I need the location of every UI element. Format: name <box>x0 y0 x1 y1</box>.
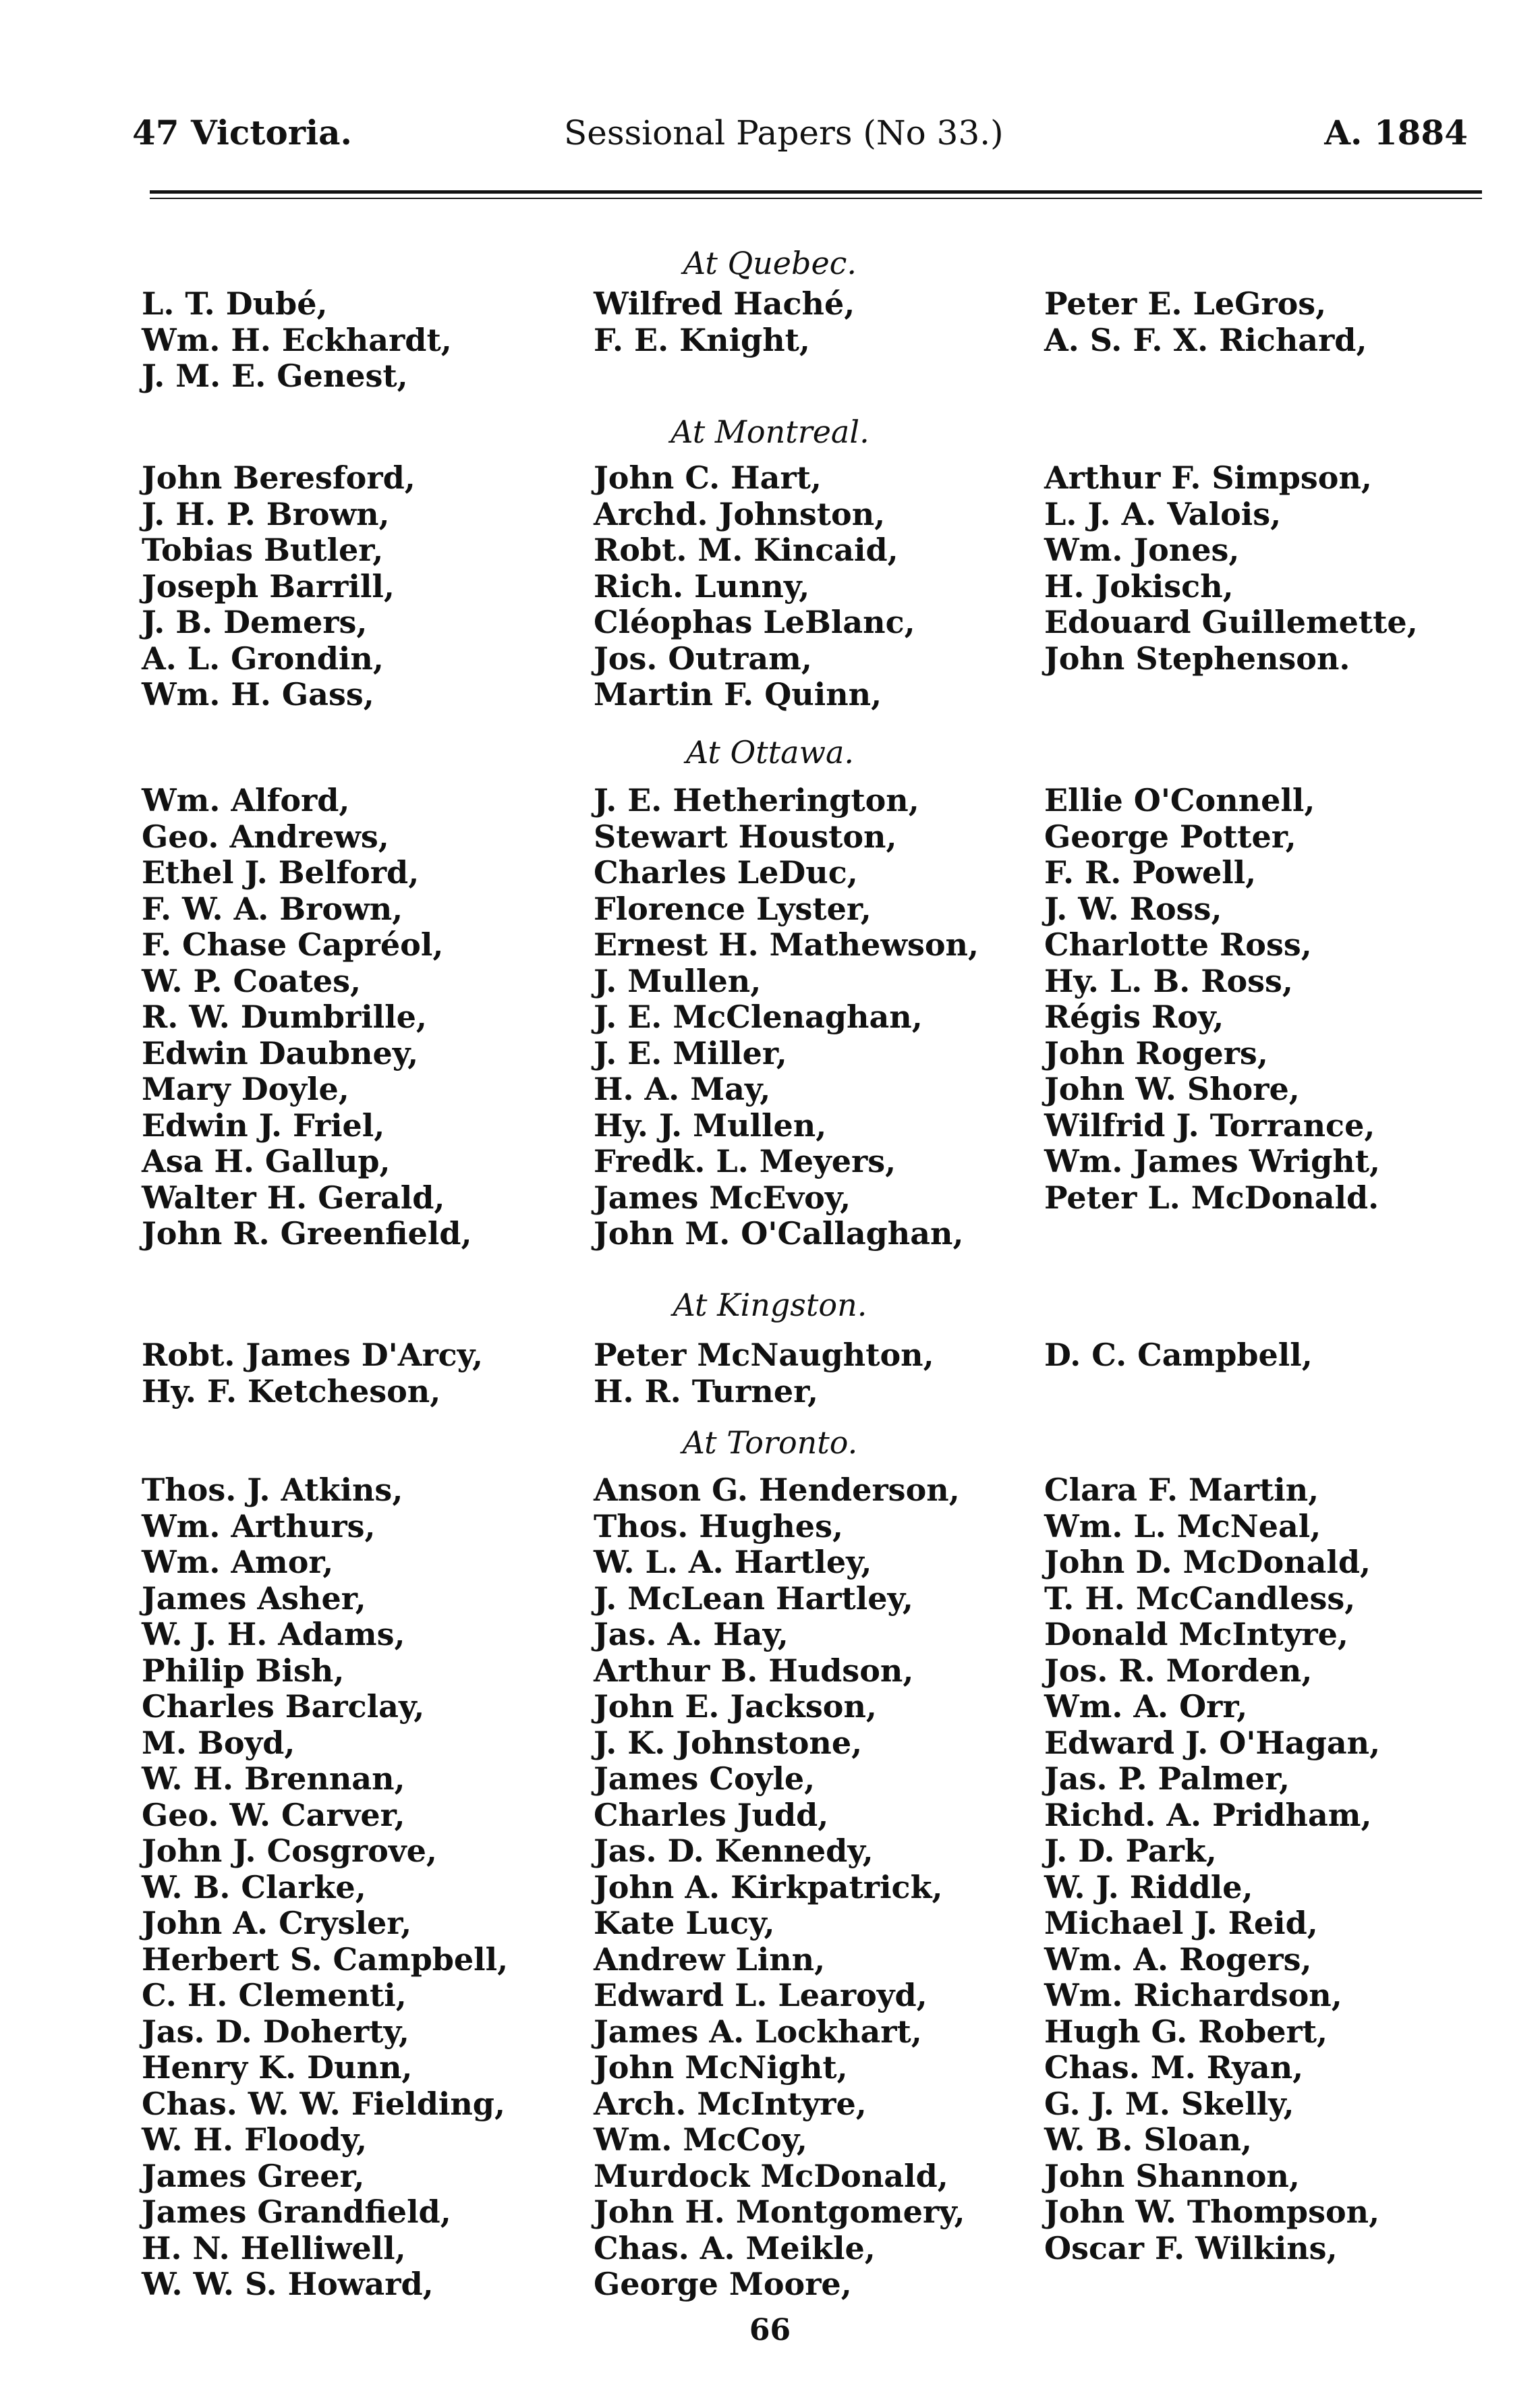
list-item: Oscar F. Wilkins, <box>1044 2229 1338 2266</box>
list-item: Wilfred Haché, <box>594 285 855 322</box>
list-item: Wm. Richardson, <box>1044 1977 1342 2013</box>
list-item: Wm. James Wright, <box>1044 1143 1380 1179</box>
list-item: F. Chase Capréol, <box>142 926 444 963</box>
list-item: Walter H. Gerald, <box>142 1179 445 1216</box>
list-item: Wm. Alford, <box>142 782 350 818</box>
list-item: H. N. Helliwell, <box>142 2229 406 2266</box>
list-item: Charles LeDuc, <box>594 854 858 891</box>
list-item: Florence Lyster, <box>594 890 872 927</box>
list-item: G. J. M. Skelly, <box>1044 2085 1294 2122</box>
quebec-column-3 <box>1044 286 1367 358</box>
list-item: J. E. McClenaghan, <box>594 999 923 1035</box>
list-item: W. J. Riddle, <box>1044 1868 1253 1905</box>
list-item: F. W. A. Brown, <box>142 890 403 927</box>
list-item: Ethel J. Belford, <box>142 854 420 891</box>
list-item: W. L. A. Hartley, <box>594 1544 872 1580</box>
list-item: W. H. Brennan, <box>142 1760 405 1797</box>
list-item: Edward L. Learoyd, <box>594 1977 928 2013</box>
list-item: J. B. Demers, <box>142 604 368 640</box>
list-item: Andrew Linn, <box>594 1941 826 1978</box>
list-item: Robt. James D'Arcy, <box>142 1337 484 1373</box>
kingston-column-2 <box>594 1337 934 1410</box>
list-item: C. H. Clementi, <box>142 1977 407 2013</box>
ottawa-column-1 <box>142 783 472 1252</box>
list-item: Jos. Outram, <box>594 640 812 677</box>
list-item: F. R. Powell, <box>1044 854 1257 891</box>
list-item: Wm. McCoy, <box>594 2121 807 2158</box>
list-item: Jas. D. Doherty, <box>142 2013 409 2050</box>
list-item: Thos. Hughes, <box>594 1507 843 1544</box>
list-item: R. W. Dumbrille, <box>142 999 427 1035</box>
list-item: Wm. A. Rogers, <box>1044 1941 1312 1978</box>
header-title: Sessional Papers (No 33.) <box>564 113 1004 152</box>
page-header <box>132 109 1468 157</box>
header-rule-thin <box>150 198 1482 199</box>
list-item: Hy. F. Ketcheson, <box>142 1372 441 1410</box>
kingston-column-1 <box>142 1337 483 1410</box>
list-item: John W. Shore, <box>1044 1071 1300 1107</box>
list-item: Robt. M. Kincaid, <box>594 532 899 568</box>
list-item: Donald McIntyre, <box>1044 1616 1348 1652</box>
list-item: Edwin Daubney, <box>142 1034 419 1071</box>
list-item: Chas. W. W. Fielding, <box>142 2085 505 2122</box>
list-item: H. Jokisch, <box>1044 567 1234 605</box>
header-volume: 47 Victoria. <box>132 113 352 152</box>
list-item: Edward J. O'Hagan, <box>1044 1724 1381 1761</box>
list-item: Wilfrid J. Torrance, <box>1044 1107 1375 1144</box>
quebec-column-1 <box>142 286 452 395</box>
list-item: Hy. J. Mullen, <box>594 1107 827 1144</box>
list-item: John Rogers, <box>1044 1034 1268 1071</box>
list-item: M. Boyd, <box>142 1724 295 1761</box>
list-item: L. T. Dubé, <box>142 285 328 322</box>
list-item: L. J. A. Valois, <box>1044 495 1282 532</box>
list-item: Archd. Johnston, <box>594 495 886 532</box>
section-title-ottawa: At Ottawa. <box>685 734 855 771</box>
list-item: H. R. Turner, <box>594 1372 819 1410</box>
list-item: Joseph Barrill, <box>142 567 395 605</box>
list-item: Wm. Jones, <box>1044 532 1240 568</box>
list-item: Peter McNaughton, <box>594 1337 934 1373</box>
montreal-column-1 <box>142 460 416 713</box>
list-item: Chas. M. Ryan, <box>1044 2049 1304 2086</box>
list-item: Edwin J. Friel, <box>142 1107 385 1144</box>
list-item: Geo. W. Carver, <box>142 1796 405 1833</box>
list-item: Edouard Guillemette, <box>1044 604 1418 640</box>
list-item: Wm. H. Eckhardt, <box>142 321 452 358</box>
list-item: F. E. Knight, <box>594 321 810 358</box>
list-item: John Beresford, <box>142 459 416 496</box>
list-item: Arthur B. Hudson, <box>594 1652 914 1689</box>
list-item: Jas. A. Hay, <box>594 1616 789 1652</box>
list-item: D. C. Campbell, <box>1044 1337 1313 1373</box>
list-item: Wm. Amor, <box>142 1544 334 1580</box>
kingston-column-3 <box>1044 1337 1313 1374</box>
list-item: J. Mullen, <box>594 962 762 999</box>
list-item: Régis Roy, <box>1044 999 1224 1035</box>
list-item: Tobias Butler, <box>142 532 384 568</box>
toronto-column-3 <box>1044 1472 1380 2266</box>
list-item: Wm. A. Orr, <box>1044 1688 1248 1725</box>
list-item: Asa H. Gallup, <box>142 1143 391 1179</box>
list-item: J. D. Park, <box>1044 1833 1217 1869</box>
list-item: Charles Judd, <box>594 1796 829 1833</box>
list-item: John R. Greenfield, <box>142 1215 472 1252</box>
list-item: Charles Barclay, <box>142 1688 425 1725</box>
list-item: Clara F. Martin, <box>1044 1472 1319 1508</box>
list-item: Chas. A. Meikle, <box>594 2229 876 2266</box>
list-item: Martin F. Quinn, <box>594 676 882 713</box>
quebec-column-2 <box>594 286 855 358</box>
list-item: J. McLean Hartley, <box>594 1580 913 1617</box>
list-item: Philip Bish, <box>142 1652 345 1689</box>
list-item: James Greer, <box>142 2157 365 2194</box>
list-item: James A. Lockhart, <box>594 2013 922 2050</box>
list-item: Jas. P. Palmer, <box>1044 1760 1290 1797</box>
list-item: John D. McDonald, <box>1044 1544 1371 1580</box>
list-item: Peter E. LeGros, <box>1044 285 1327 322</box>
list-item: W. H. Floody, <box>142 2121 368 2158</box>
list-item: Anson G. Henderson, <box>594 1472 960 1508</box>
section-title-quebec: At Quebec. <box>683 245 857 281</box>
list-item: Arch. McIntyre, <box>594 2085 867 2122</box>
ottawa-column-3 <box>1044 783 1380 1216</box>
list-item: W. W. S. Howard, <box>142 2266 434 2302</box>
list-item: Richd. A. Pridham, <box>1044 1796 1372 1833</box>
list-item: George Potter, <box>1044 818 1296 855</box>
list-item: John Shannon, <box>1044 2157 1300 2194</box>
montreal-column-3 <box>1044 460 1418 677</box>
list-item: H. A. May, <box>594 1071 771 1107</box>
list-item: Murdock McDonald, <box>594 2157 948 2194</box>
list-item: John H. Montgomery, <box>594 2194 965 2230</box>
list-item: Arthur F. Simpson, <box>1044 459 1372 496</box>
toronto-column-2 <box>594 1472 965 2303</box>
section-title-kingston: At Kingston. <box>673 1287 867 1323</box>
list-item: Stewart Houston, <box>594 818 897 855</box>
list-item: John E. Jackson, <box>594 1688 877 1725</box>
list-item: W. B. Clarke, <box>142 1868 366 1905</box>
list-item: J. K. Johnstone, <box>594 1724 863 1761</box>
ottawa-column-2 <box>594 783 979 1252</box>
list-item: James Coyle, <box>594 1760 816 1797</box>
list-item: Wm. H. Gass, <box>142 676 374 713</box>
list-item: W. B. Sloan, <box>1044 2121 1253 2158</box>
section-title-toronto: At Toronto. <box>682 1424 858 1461</box>
section-title-montreal: At Montreal. <box>671 414 869 450</box>
list-item: James Asher, <box>142 1580 366 1617</box>
list-item: Hugh G. Robert, <box>1044 2013 1328 2050</box>
list-item: J. E. Miller, <box>594 1034 787 1071</box>
list-item: Kate Lucy, <box>594 1905 775 1941</box>
montreal-column-2 <box>594 460 915 713</box>
list-item: W. J. H. Adams, <box>142 1616 405 1652</box>
list-item: Wm. L. McNeal, <box>1044 1507 1321 1544</box>
list-item: John M. O'Callaghan, <box>594 1215 964 1252</box>
list-item: A. S. F. X. Richard, <box>1044 321 1367 358</box>
toronto-column-1 <box>142 1472 508 2303</box>
list-item: Mary Doyle, <box>142 1071 349 1107</box>
list-item: John A. Crysler, <box>142 1905 412 1941</box>
list-item: Ernest H. Mathewson, <box>594 926 979 963</box>
list-item: John Stephenson. <box>1044 640 1350 677</box>
header-rule-thick <box>150 190 1482 194</box>
list-item: Fredk. L. Meyers, <box>594 1143 896 1179</box>
list-item: T. H. McCandless, <box>1044 1580 1356 1617</box>
list-item: John McNight, <box>594 2049 848 2086</box>
list-item: J. H. P. Brown, <box>142 495 390 532</box>
list-item: James McEvoy, <box>594 1179 851 1216</box>
list-item: J. M. E. Genest, <box>142 358 408 394</box>
list-item: James Grandfield, <box>142 2194 451 2230</box>
list-item: George Moore, <box>594 2266 852 2302</box>
list-item: A. L. Grondin, <box>142 640 384 677</box>
list-item: Henry K. Dunn, <box>142 2049 413 2086</box>
list-item: Cléophas LeBlanc, <box>594 604 915 640</box>
header-year: A. 1884 <box>1324 113 1468 152</box>
page-number: 66 <box>749 2313 791 2347</box>
list-item: Hy. L. B. Ross, <box>1044 962 1293 999</box>
list-item: J. E. Hetherington, <box>594 782 919 818</box>
list-item: W. P. Coates, <box>142 962 362 999</box>
list-item: J. W. Ross, <box>1044 890 1222 927</box>
list-item: Charlotte Ross, <box>1044 926 1312 963</box>
list-item: John W. Thompson, <box>1044 2194 1380 2230</box>
list-item: John J. Cosgrove, <box>142 1833 437 1869</box>
list-item: Jos. R. Morden, <box>1044 1652 1313 1689</box>
list-item: Thos. J. Atkins, <box>142 1472 403 1508</box>
list-item: Geo. Andrews, <box>142 818 389 855</box>
list-item: Jas. D. Kennedy, <box>594 1833 874 1869</box>
list-item: John C. Hart, <box>594 459 822 496</box>
list-item: Wm. Arthurs, <box>142 1507 376 1544</box>
list-item: Michael J. Reid, <box>1044 1905 1318 1941</box>
list-item: Rich. Lunny, <box>594 567 810 605</box>
list-item: Herbert S. Campbell, <box>142 1941 509 1978</box>
list-item: Ellie O'Connell, <box>1044 782 1315 818</box>
list-item: Peter L. McDonald. <box>1044 1179 1379 1216</box>
list-item: John A. Kirkpatrick, <box>594 1868 943 1905</box>
